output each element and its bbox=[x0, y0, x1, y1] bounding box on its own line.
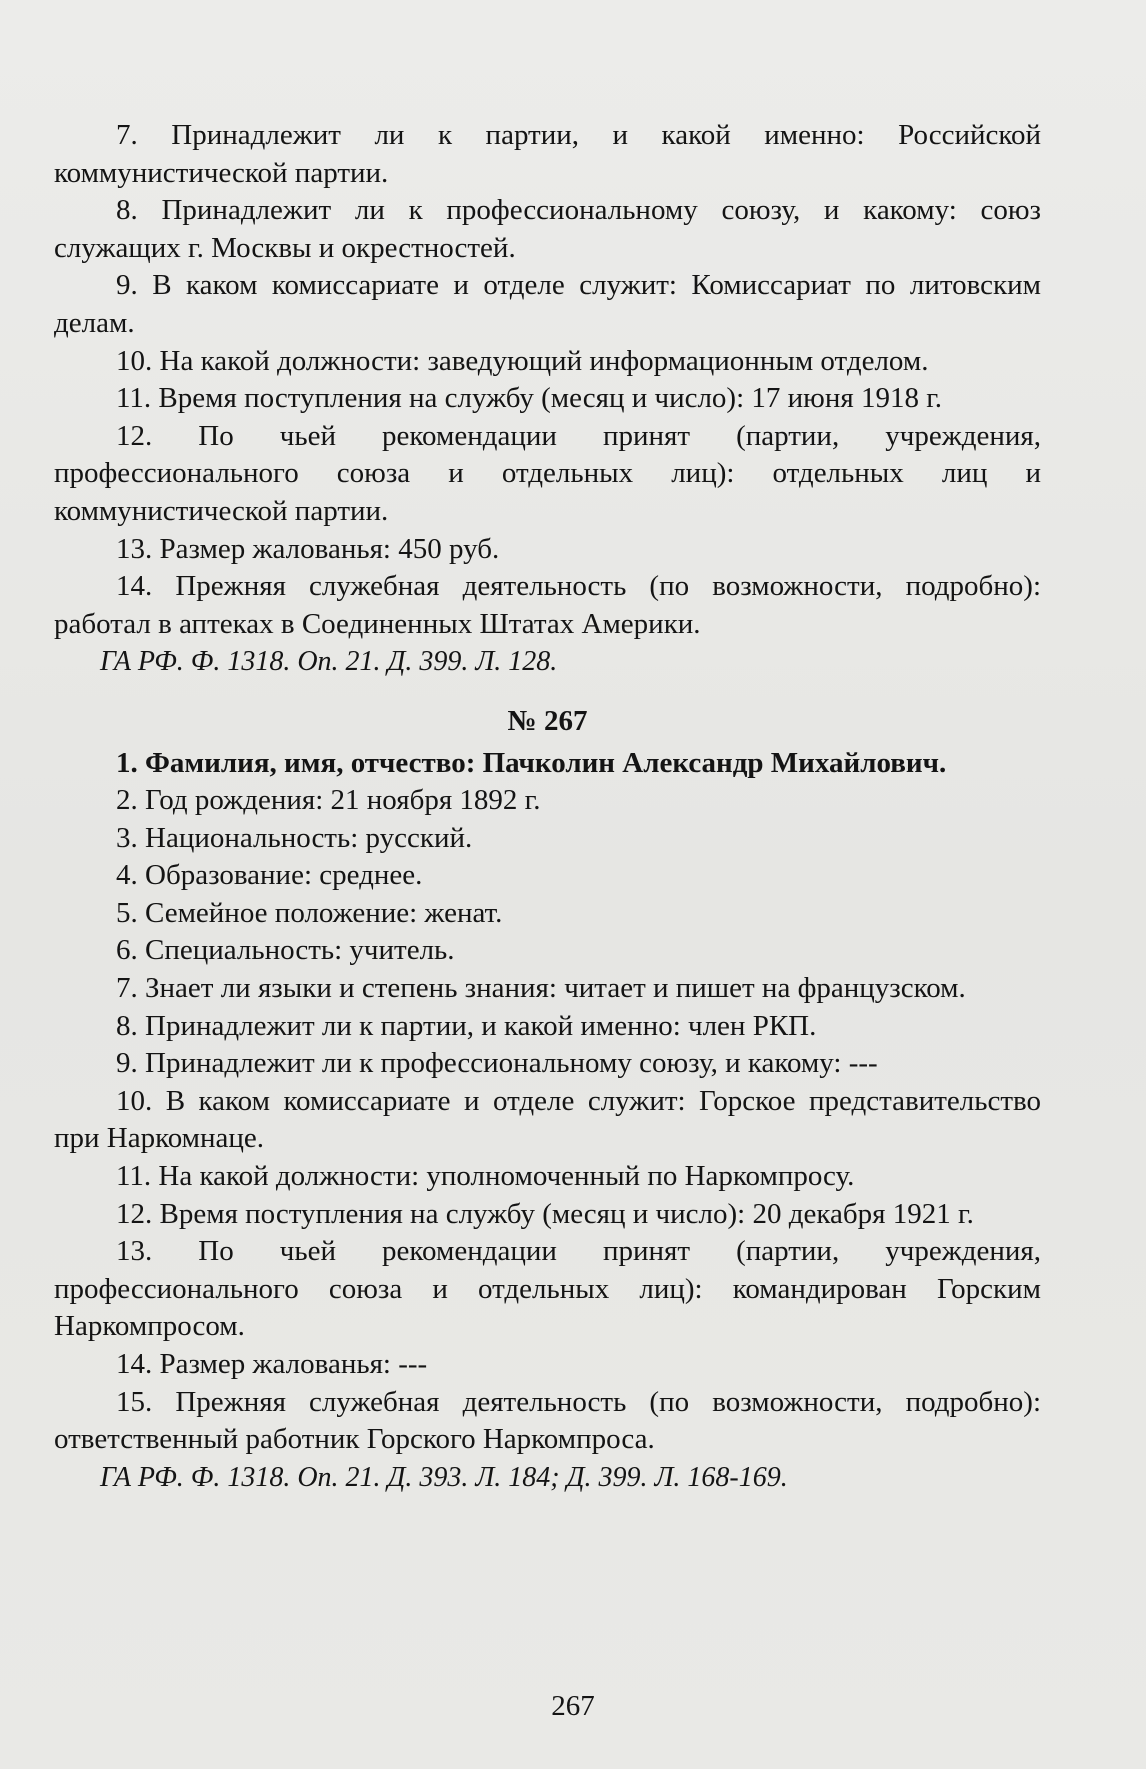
text-block bbox=[54, 117, 1041, 1496]
doc-a-item-14: 14. Прежняя служебная деятельность (по возможности, подробно): работал в аптеках в Соединенных Штатах Америки. bbox=[54, 570, 1041, 640]
doc-b-item-9: 9. Принадлежит ли к профессиональному союзу, и какому: --- bbox=[116, 1047, 878, 1080]
doc-a-archive-source: ГА РФ. Ф. 1318. Оп. 21. Д. 399. Л. 128. bbox=[100, 646, 558, 678]
doc-a-item-13: 13. Размер жалованья: 450 руб. bbox=[116, 532, 500, 565]
doc-b-item-2: 2. Год рождения: 21 ноября 1892 г. bbox=[116, 784, 541, 817]
doc-b-item-3: 3. Национальность: русский. bbox=[116, 821, 473, 854]
doc-a-item-11: 11. Время поступления на службу (месяц и число): 17 июня 1918 г. bbox=[116, 382, 943, 415]
doc-b-item-13: 13. По чьей рекомендации принят (партии, учреждения, профессионального союза и отдельных лиц): командирован Горским Наркомпросом. bbox=[54, 1235, 1041, 1343]
doc-b-item-5: 5. Семейное положение: женат. bbox=[116, 896, 503, 929]
page-number: 267 bbox=[551, 1690, 595, 1722]
doc-a-item-12: 12. По чьей рекомендации принят (партии, учреждения, профессионального союза и отдельных лиц): отдельных лиц и коммунистической партии. bbox=[54, 419, 1041, 527]
doc-a-item-10: 10. На какой должности: заведующий информационным отделом. bbox=[116, 344, 929, 377]
doc-b-item-7: 7. Знает ли языки и степень знания: читает и пишет на французском. bbox=[116, 972, 966, 1005]
doc-b-item-6: 6. Специальность: учитель. bbox=[116, 934, 455, 967]
doc-b-number-heading: № 267 bbox=[507, 704, 588, 737]
doc-a-item-7: 7. Принадлежит ли к партии, и какой именно: Российской коммунистической партии. bbox=[54, 119, 1041, 189]
doc-a-item-9: 9. В каком комиссариате и отделе служит: Комиссариат по литовским делам. bbox=[54, 269, 1041, 339]
doc-b-item-14: 14. Размер жалованья: --- bbox=[116, 1348, 428, 1380]
doc-b-item-8: 8. Принадлежит ли к партии, и какой именно: член РКП. bbox=[116, 1009, 817, 1042]
doc-b-name-line: 1. Фамилия, имя, отчество: Пачколин Александр Михайлович. bbox=[116, 746, 947, 779]
doc-b-item-12: 12. Время поступления на службу (месяц и число): 20 декабря 1921 г. bbox=[116, 1197, 974, 1230]
doc-b-item-15: 15. Прежняя служебная деятельность (по возможности, подробно): ответственный работник Горского Наркомпроса. bbox=[54, 1385, 1041, 1456]
doc-b-item-11: 11. На какой должности: уполномоченный по Наркомпросу. bbox=[116, 1160, 855, 1193]
doc-b-archive-source: ГА РФ. Ф. 1318. Оп. 21. Д. 393. Л. 184; Д. 399. Л. 168-169. bbox=[100, 1461, 788, 1493]
doc-b-item-4: 4. Образование: среднее. bbox=[116, 859, 423, 892]
doc-b-item-10: 10. В каком комиссариате и отделе служит: Горское представительство при Наркомнаце. bbox=[54, 1084, 1041, 1155]
doc-a-item-8: 8. Принадлежит ли к профессиональному союзу, и какому: союз служащих г. Москвы и окрестностей. bbox=[54, 194, 1041, 264]
